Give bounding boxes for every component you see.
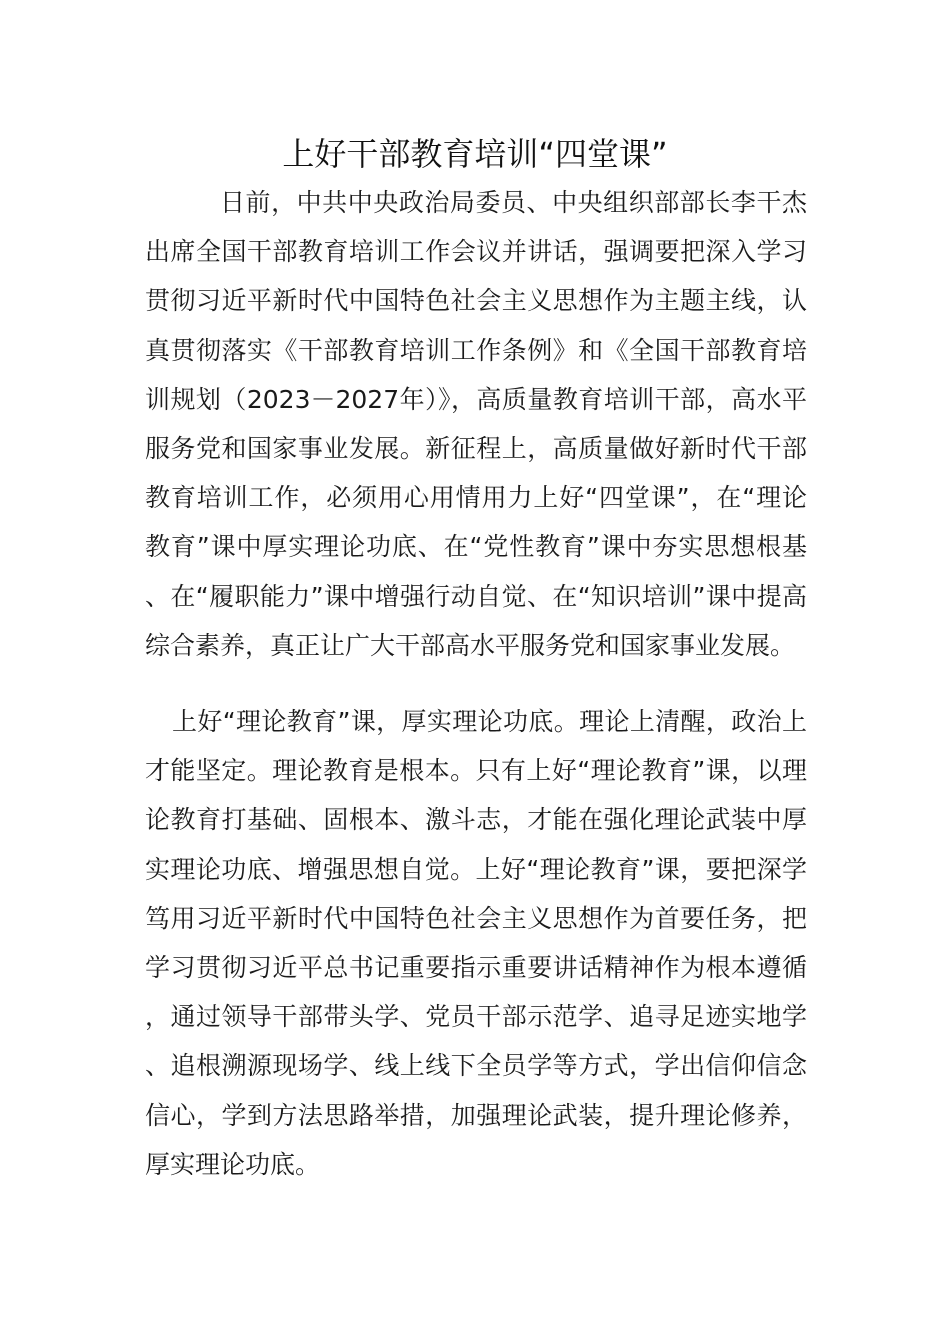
- paragraph-intro: 日前，中共中央政治局委员、中央组织部部长李干杰出席全国干部教育培训工作会议并讲话，强调要把深入学习贯彻习近平新时代中国特色社会主义思想作为主题主线，认真贯彻落实《干部教育培训工作条例》和《全国干部教育培训规划（2023－2027年）》，高质量教育培训干部，高水平服务党和国家事业发展。新征程上，高质量做好新时代干部教育培训工作，必须用心用情用力上好“四堂课”，在“理论教育”课中厚实理论功底、在“党性教育”课中夯实思想根基、在“履职能力”课中增强行动自觉、在“知识培训”课中提高综合素养，真正让广大干部高水平服务党和国家事业发展。: [145, 188, 807, 660]
- document-title: 上好干部教育培训“四堂课”: [282, 135, 668, 173]
- paragraph-theory-education: 上好“理论教育”课，厚实理论功底。理论上清醒，政治上才能坚定。理论教育是根本。只有上好“理论教育”课，以理论教育打基础、固根本、激斗志，才能在强化理论武装中厚实理论功底、增强思想自觉。上好“理论教育”课，要把深学笃用习近平新时代中国特色社会主义思想作为首要任务，把学习贯彻习近平总书记重要指示重要讲话精神作为根本遵循，通过领导干部带头学、党员干部示范学、追寻足迹实地学、追根溯源现场学、线上线下全员学等方式，学出信仰信念信心，学到方法思路举措，加强理论武装，提升理论修养，厚实理论功底。: [145, 707, 807, 1179]
